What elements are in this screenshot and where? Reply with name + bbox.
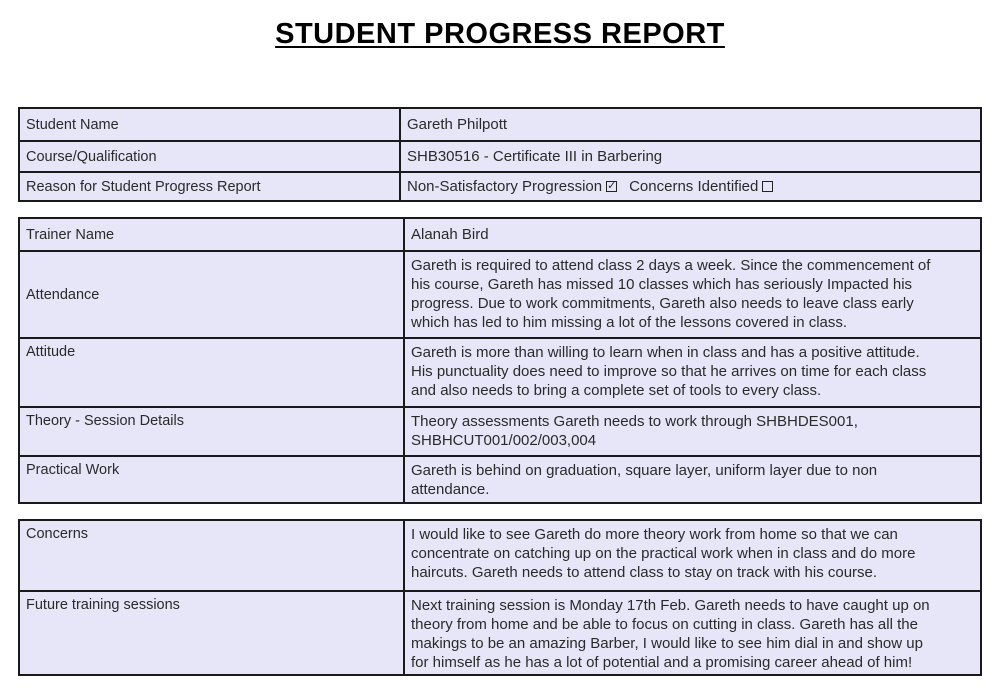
- trainer-table: [18, 217, 982, 504]
- practical-row: [20, 455, 980, 502]
- non-satisfactory-checkbox[interactable]: ✓: [607, 180, 617, 192]
- attitude-value: [405, 339, 980, 406]
- reason-row: [20, 171, 980, 200]
- page-title: STUDENT PROGRESS REPORT: [275, 18, 725, 50]
- label-text: Practical Work: [26, 462, 120, 478]
- trainer-value: Alanah Bird: [411, 226, 489, 243]
- text-line: Next training session is Monday 17th Feb. Gareth needs to have caught up on: [411, 597, 930, 614]
- student-info-table: [18, 107, 982, 202]
- future-label: [20, 592, 405, 674]
- text-line: His punctuality does need to improve so that he arrives on time for each class: [411, 363, 927, 380]
- theory-label: [20, 408, 405, 455]
- practical-value: [405, 457, 980, 502]
- text-line: Gareth is behind on graduation, square layer, uniform layer due to non: [411, 462, 878, 479]
- text-line: which has led to him missing a lot of the lessons covered in class.: [411, 314, 848, 331]
- text-line: theory from home and be able to focus on cutting in class. Gareth has all the: [411, 616, 918, 633]
- attendance-label: Attendance: [20, 252, 405, 337]
- text-line: Gareth is required to attend class 2 days a week. Since the commencement of: [411, 257, 931, 274]
- trainer-label: Trainer Name: [20, 219, 405, 250]
- label-text: Future training sessions: [26, 597, 180, 613]
- concerns-label: [20, 521, 405, 590]
- label-text: Concerns: [26, 526, 89, 542]
- attitude-row: [20, 337, 980, 406]
- text-line: for himself as he has a lot of potential and a promising career ahead of him!: [411, 654, 913, 671]
- text-line: I would like to see Gareth do more theory work from home so that we can: [411, 526, 898, 543]
- reason-options: [401, 173, 980, 200]
- text-line: Gareth is more than willing to learn when in class and has a positive attitude.: [411, 344, 920, 361]
- label-text: Attitude: [26, 344, 76, 360]
- text-line: attendance.: [411, 481, 490, 498]
- text-line: Theory assessments Gareth needs to work through SHBHDES001,: [411, 413, 858, 430]
- trainer-row: [20, 219, 980, 250]
- theory-value: [405, 408, 980, 455]
- text-line: progress. Due to work commitments, Gareth also needs to leave class early: [411, 295, 914, 312]
- text-line: his course, Gareth has missed 10 classes which has seriously Impacted his: [411, 276, 913, 293]
- text-line: makings to be an amazing Barber, I would like to see him dial in and show up: [411, 635, 923, 652]
- text-line: and also needs to bring a complete set of tools to every class.: [411, 382, 822, 399]
- future-value: [405, 592, 980, 674]
- concerns-table: [18, 519, 982, 676]
- text-line: SHBHCUT001/002/003,004: [411, 432, 597, 449]
- text-line: haircuts. Gareth needs to attend class to stay on track with his course.: [411, 564, 878, 581]
- course-row: [20, 140, 980, 171]
- theory-row: [20, 406, 980, 455]
- option-non-satisfactory-label: Non-Satisfactory Progression: [407, 178, 603, 195]
- course-label: Course/Qualification: [20, 142, 401, 171]
- concerns-row: [20, 521, 980, 590]
- course-value: SHB30516 - Certificate III in Barbering: [407, 148, 663, 165]
- label-text: Theory - Session Details: [26, 413, 184, 429]
- student-name-row: [20, 109, 980, 140]
- concerns-value: [405, 521, 980, 590]
- reason-label: Reason for Student Progress Report: [20, 173, 401, 200]
- attendance-row: [20, 250, 980, 337]
- practical-label: [20, 457, 405, 502]
- student-name-label: Student Name: [20, 109, 401, 140]
- option-concerns-label: Concerns Identified: [629, 178, 759, 195]
- text-line: concentrate on catching up on the practical work when in class and do more: [411, 545, 916, 562]
- attitude-label: [20, 339, 405, 406]
- student-name-value: Gareth Philpott: [407, 116, 508, 133]
- future-row: [20, 590, 980, 674]
- concerns-identified-checkbox[interactable]: [762, 181, 773, 192]
- attendance-value: [405, 252, 980, 337]
